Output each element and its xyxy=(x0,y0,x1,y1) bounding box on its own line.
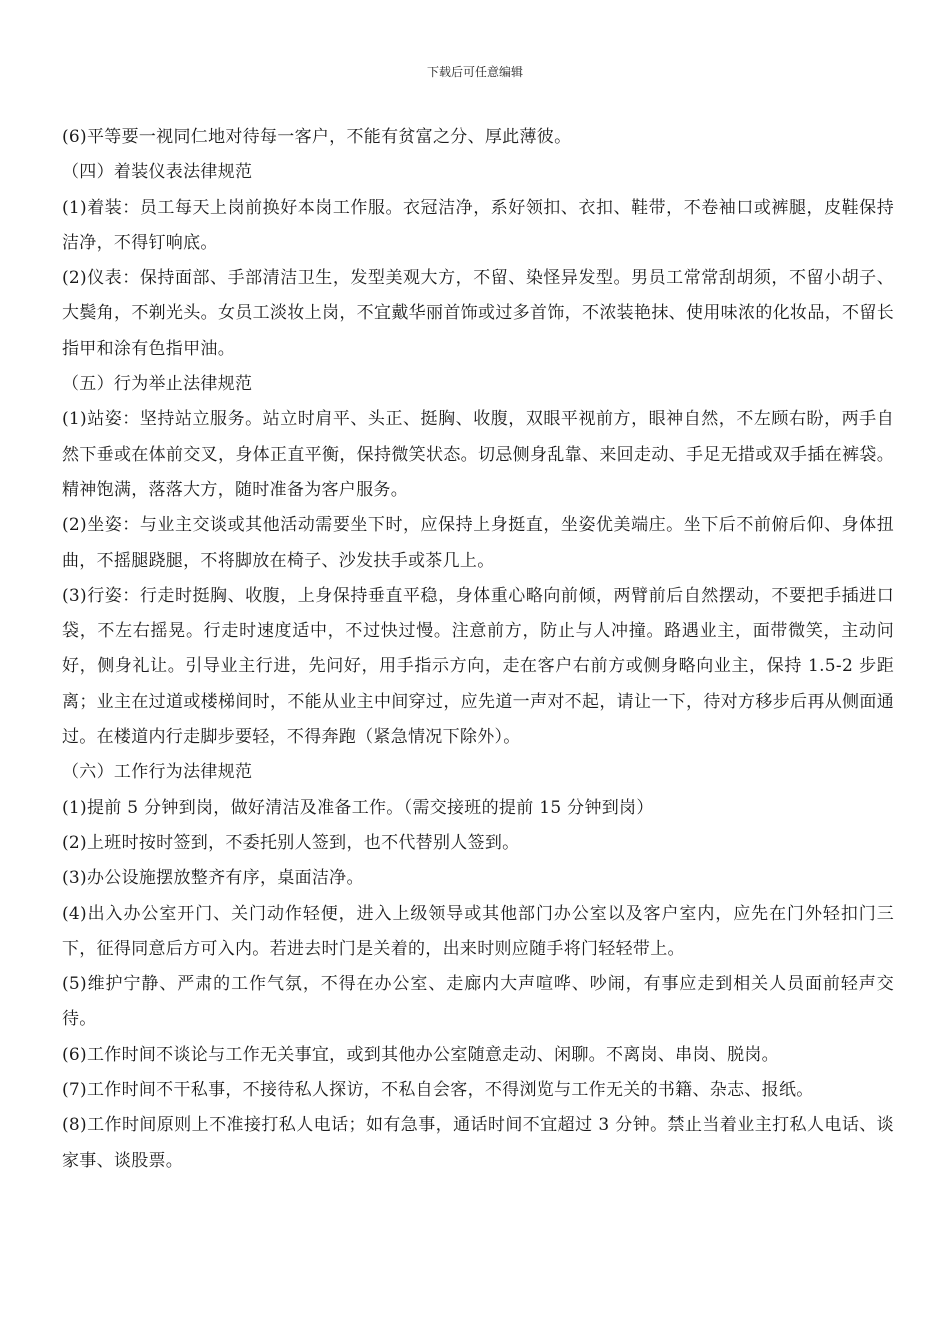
section-heading-work-behavior: （六）工作行为法律规范 xyxy=(62,762,253,783)
paragraph-appearance: (2)仪表：保持面部、手部清洁卫生，发型美观大方，不留、染怪异发型。男员工常常刮胡须，不留小胡子、大鬓角，不剃光头。女员工淡妆上岗，不宜戴华丽首饰或过多首饰，不浓装艳抹、使用味浓的化妆品，不留长指甲和涂有色指甲油。 xyxy=(62,268,894,359)
paragraph-equal-treatment: (6)平等要一视同仁地对待每一客户，不能有贫富之分、厚此薄彼。 xyxy=(62,127,572,147)
section-heading-dress-appearance: （四）着装仪表法律规范 xyxy=(62,162,253,183)
paragraph-arrive-early: (1)提前 5 分钟到岗，做好清洁及准备工作。（需交接班的提前 15 分钟到岗） xyxy=(62,797,654,818)
paragraph-sitting-posture: (2)坐姿：与业主交谈或其他活动需要坐下时，应保持上身挺直，坐姿优美端庄。坐下后不前俯后仰、身体扭曲，不摇腿跷腿，不将脚放在椅子、沙发扶手或茶几上。 xyxy=(62,515,894,571)
paragraph-standing-posture: (1)站姿：坚持站立服务。站立时肩平、头正、挺胸、收腹，双眼平视前方，眼神自然，不左顾右盼，两手自然下垂或在体前交叉，身体正直平衡，保持微笑状态。切忌侧身乱靠、来回走动、手足无措或双手插在裤袋。精神饱满，落落大方，随时准备为客户服务。 xyxy=(62,409,894,500)
paragraph-no-private-affairs: (7)工作时间不干私事，不接待私人探访，不私自会客，不得浏览与工作无关的书籍、杂志、报纸。 xyxy=(62,1080,814,1101)
paragraph-sign-in: (2)上班时按时签到，不委托别人签到，也不代替别人签到。 xyxy=(62,832,520,853)
paragraph-walking-posture: (3)行姿：行走时挺胸、收腹，上身保持垂直平稳，身体重心略向前倾，两臂前后自然摆动，不要把手插进口袋，不左右摇晃。行走时速度适中，不过快过慢。注意前方，防止与人冲撞。路遇业主，面带微笑，主动问好，侧身礼让。引导业主行进，先问好，用手指示方向，走在客户右前方或侧身略向业主，保持 1.5-2 步距离；业主在过道或楼梯间时，不能从业主中间穿过，应先道一声对不起，请让一下，待对方移步后再从侧面通过。在楼道内行走脚步要轻，不得奔跑（紧急情况下除外）。 xyxy=(62,585,894,748)
paragraph-quiet: (5)维护宁静、严肃的工作气氛，不得在办公室、走廊内大声喧哗、吵闹，有事应走到相关人员面前轻声交待。 xyxy=(62,974,894,1030)
page-header-note: 下载后可任意编辑 xyxy=(426,65,523,79)
document-body xyxy=(62,120,894,1179)
paragraph-phone-calls: (8)工作时间原则上不准接打私人电话；如有急事，通话时间不宜超过 3 分钟。禁止当着业主打私人电话、谈家事、谈股票。 xyxy=(62,1115,894,1171)
paragraph-office-tidy: (3)办公设施摆放整齐有序，桌面洁净。 xyxy=(62,868,364,889)
paragraph-dress: (1)着装：员工每天上岗前换好本岗工作服。衣冠洁净，系好领扣、衣扣、鞋带，不卷袖口或裤腿，皮鞋保持洁净，不得钉响底。 xyxy=(62,197,894,253)
paragraph-doors: (4)出入办公室开门、关门动作轻便，进入上级领导或其他部门办公室以及客户室内，应先在门外轻扣门三下，征得同意后方可入内。若进去时门是关着的，出来时则应随手将门轻轻带上。 xyxy=(62,903,894,959)
paragraph-no-chatting: (6)工作时间不谈论与工作无关事宜，或到其他办公室随意走动、闲聊。不离岗、串岗、脱岗。 xyxy=(62,1044,779,1065)
section-heading-behavior: （五）行为举止法律规范 xyxy=(62,374,253,395)
